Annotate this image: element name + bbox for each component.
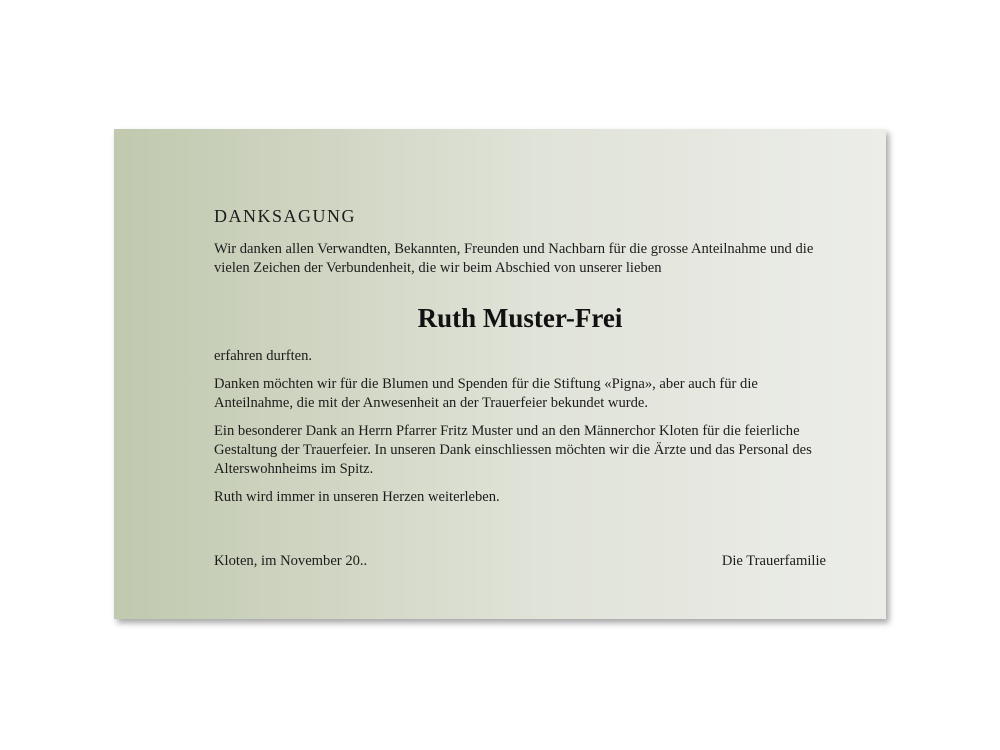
card-content — [214, 205, 826, 507]
thank-you-card — [114, 129, 886, 619]
card-footer — [214, 553, 826, 570]
intro-text: Wir danken allen Verwandten, Bekannten, Freunden und Nachbarn für die grosse Anteilnahme und die vielen Zeichen der Verbundenheit, die wir beim Abschied von unserer lieben — [214, 241, 814, 276]
signature: Die Trauerfamilie — [721, 553, 826, 569]
deceased-name: Ruth Muster-Frei — [417, 303, 623, 333]
after-name-text: erfahren durften. — [214, 348, 313, 364]
paragraph-closing: Ruth wird immer in unseren Herzen weiterleben. — [214, 489, 500, 505]
place-date: Kloten, im November 20.. — [214, 553, 368, 569]
card-heading: DANKSAGUNG — [214, 206, 357, 226]
paragraph-special-thanks: Ein besonderer Dank an Herrn Pfarrer Fritz Muster und an den Männerchor Kloten für die feierliche Gestaltung der Trauerfeier. In unseren Dank einschliessen möchten wir die Ärzte und das Personal des Alterswohnheims im Spitz. — [214, 423, 812, 477]
paragraph-donations: Danken möchten wir für die Blumen und Spenden für die Stiftung «Pigna», aber auch für die Anteilnahme, die mit der Anwesenheit an der Trauerfeier bekundet wurde. — [214, 376, 758, 411]
